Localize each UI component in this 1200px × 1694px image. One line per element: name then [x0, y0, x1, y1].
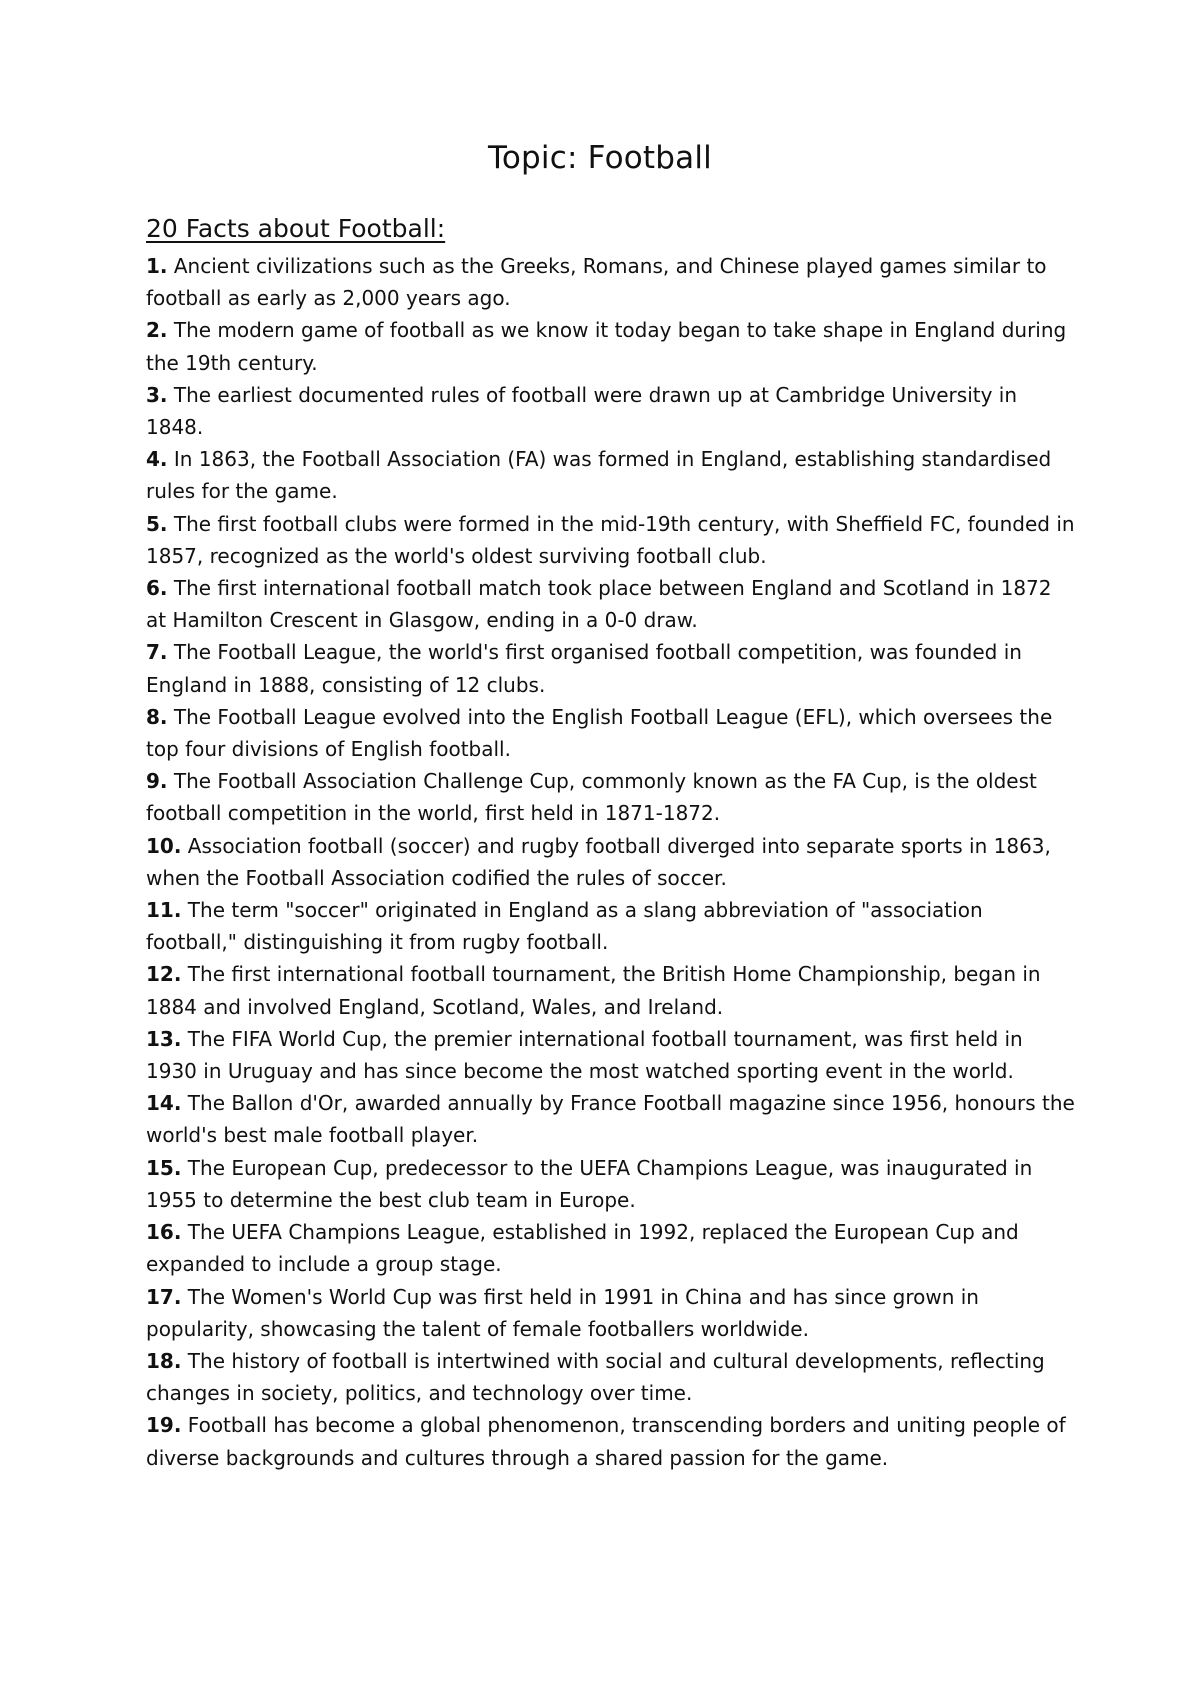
fact-text: The UEFA Champions League, established in 1992, replaced the European Cup and expanded to include a group stage.	[146, 1220, 1019, 1277]
fact-text: The European Cup, predecessor to the UEFA Champions League, was inaugurated in 1955 to determine the best club team in Europe.	[146, 1155, 1033, 1212]
fact-number: 8.	[146, 704, 168, 729]
fact-text: The Ballon d'Or, awarded annually by France Football magazine since 1956, honours the world's best male football player.	[146, 1091, 1075, 1148]
fact-item	[146, 314, 1076, 378]
fact-text: Football has become a global phenomenon, transcending borders and uniting people of diverse backgrounds and cultures through a shared passion for the game.	[146, 1413, 1066, 1470]
fact-item	[146, 443, 1076, 507]
fact-number: 12.	[146, 962, 182, 987]
fact-number: 5.	[146, 511, 168, 536]
fact-text: In 1863, the Football Association (FA) was formed in England, establishing standardised rules for the game.	[146, 447, 1052, 504]
fact-item	[146, 1345, 1076, 1409]
fact-number: 3.	[146, 382, 168, 407]
fact-item	[146, 830, 1076, 894]
fact-text: The first international football tournament, the British Home Championship, began in 1884 and involved England, Scotland, Wales, and Ireland.	[146, 962, 1041, 1019]
fact-number: 7.	[146, 640, 168, 665]
fact-text: The FIFA World Cup, the premier international football tournament, was first held in 1930 in Uruguay and has since become the most watched sporting event in the world.	[146, 1026, 1023, 1084]
fact-number: 9.	[146, 769, 168, 794]
fact-text: Ancient civilizations such as the Greeks, Romans, and Chinese played games similar to football as early as 2,000 years ago.	[146, 254, 1047, 311]
fact-number: 19.	[146, 1413, 182, 1438]
fact-item	[146, 1281, 1076, 1345]
fact-text: The earliest documented rules of football were drawn up at Cambridge University in 1848.	[146, 382, 1018, 440]
fact-number: 16.	[146, 1220, 182, 1245]
fact-item	[146, 1409, 1076, 1473]
fact-item	[146, 765, 1076, 829]
fact-number: 17.	[146, 1284, 182, 1309]
fact-text: The history of football is intertwined with social and cultural developments, reflecting changes in society, politics, and technology over time.	[146, 1348, 1045, 1406]
fact-text: The Football League evolved into the English Football League (EFL), which oversees the top four divisions of English football.	[146, 704, 1053, 762]
fact-item	[146, 701, 1076, 765]
fact-number: 4.	[146, 447, 168, 472]
page-title: Topic: Football	[488, 140, 712, 176]
fact-text: The term "soccer" originated in England as a slang abbreviation of "association football," distinguishing it from rugby football.	[146, 898, 983, 955]
fact-text: The first international football match took place between England and Scotland in 1872 at Hamilton Crescent in Glasgow, ending in a 0-0 draw.	[146, 576, 1052, 633]
fact-item	[146, 1216, 1076, 1280]
fact-number: 2.	[146, 318, 168, 343]
fact-number: 18.	[146, 1348, 182, 1373]
fact-text: Association football (soccer) and rugby football diverged into separate sports in 1863, when the Football Association codified the rules of soccer.	[146, 833, 1051, 890]
fact-number: 10.	[146, 833, 182, 858]
fact-item	[146, 1152, 1076, 1216]
fact-item	[146, 1087, 1076, 1151]
facts-list	[146, 250, 1076, 1474]
fact-text: The first football clubs were formed in the mid-19th century, with Sheffield FC, founded in 1857, recognized as the world's oldest surviving football club.	[146, 511, 1075, 568]
fact-number: 11.	[146, 898, 182, 923]
fact-text: The Women's World Cup was first held in 1991 in China and has since grown in popularity, showcasing the talent of female footballers worldwide.	[146, 1284, 979, 1341]
fact-item	[146, 508, 1076, 572]
fact-item	[146, 572, 1076, 636]
fact-number: 14.	[146, 1091, 182, 1116]
fact-item	[146, 1023, 1076, 1087]
fact-item	[146, 379, 1076, 443]
fact-text: The Football Association Challenge Cup, commonly known as the FA Cup, is the oldest football competition in the world, first held in 1871-1872.	[146, 769, 1037, 826]
fact-text: The modern game of football as we know it today began to take shape in England during the 19th century.	[146, 318, 1067, 375]
fact-number: 15.	[146, 1155, 182, 1180]
fact-item	[146, 894, 1076, 958]
fact-item	[146, 636, 1076, 700]
fact-number: 13.	[146, 1026, 182, 1051]
fact-item	[146, 958, 1076, 1022]
facts-heading: 20 Facts about Football:	[146, 214, 446, 243]
fact-number: 1.	[146, 254, 168, 278]
fact-number: 6.	[146, 576, 168, 601]
fact-item	[146, 250, 1076, 314]
fact-text: The Football League, the world's first organised football competition, was founded in England in 1888, consisting of 12 clubs.	[146, 640, 1022, 697]
